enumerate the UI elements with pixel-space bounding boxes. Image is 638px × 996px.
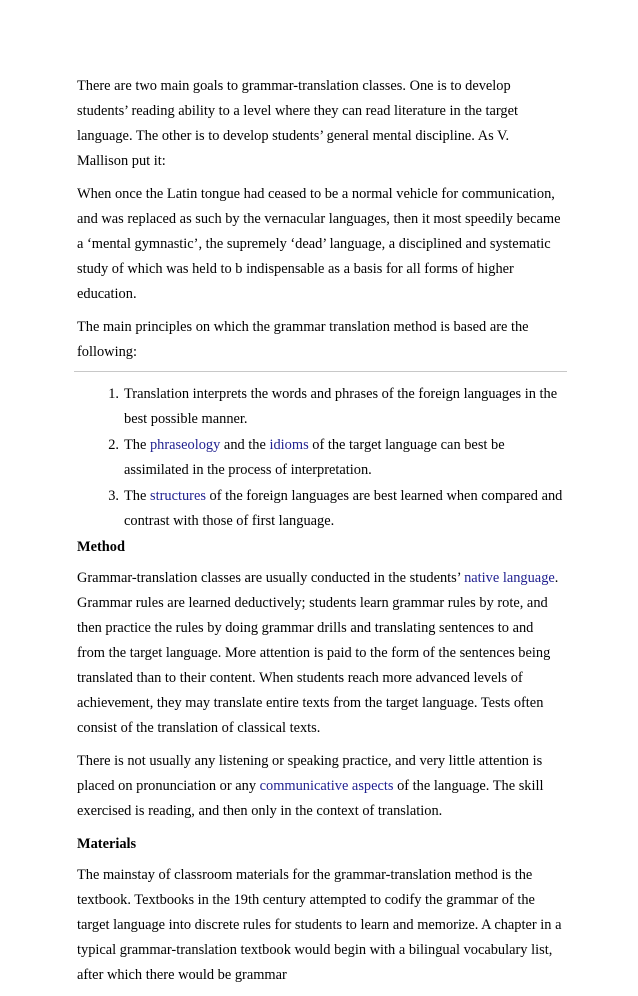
structures-link[interactable]: structures <box>149 488 206 504</box>
principle-text: Translation interprets the words and phrases of the foreign languages in the best possible manner. <box>124 386 558 427</box>
materials-paragraph-1: The mainstay of classroom materials for the grammar-translation method is the textbook. Textbooks in the 19th century attempted to codify the grammar of the target language into discrete rules for students to learn and memorize. A chapter in a typical grammar-translation textbook would begin with a bilingual vocabulary list, after which there would be grammar <box>77 867 562 983</box>
method-heading: Method <box>77 539 125 555</box>
communicative-aspects-link[interactable]: communicative aspects <box>259 778 394 794</box>
intro-paragraph: There are two main goals to grammar-translation classes. One is to develop students’ reading ability to a level where they can read literature in the target language. The other is to develop students’ general mental discipline. As V. Mallison put it: <box>77 78 519 169</box>
horizontal-rule <box>74 371 567 372</box>
text-run: . Grammar rules are learned deductively; students learn grammar rules by rote, and then practice the rules by doing grammar drills and translating sentences to and from the target language. More attention is paid to the form of the sentences being translated than to their content. When students reach more advanced levels of achievement, they may translate entire texts from the target language. Tests often consist of the translation of classical texts. <box>77 570 559 736</box>
materials-heading: Materials <box>77 836 137 852</box>
principle-item-1 <box>77 382 563 432</box>
text-run: The <box>124 488 150 504</box>
native-language-link[interactable]: native language <box>464 570 555 586</box>
idioms-link[interactable]: idioms <box>269 437 309 453</box>
text-run: of the target language can best be assimilated in the process of interpretation. <box>124 437 505 478</box>
text-run: Grammar-translation classes are usually conducted in the students’ <box>77 570 465 586</box>
list-number: 1. <box>108 386 119 402</box>
mallison-quote: When once the Latin tongue had ceased to be a normal vehicle for communication, and was replaced as such by the vernacular languages, then it most speedily became a ‘mental gymnastic’, the supremely ‘dead’ language, a disciplined and systematic study of which was held to b indispensable as a basis for all forms of higher education. <box>77 186 561 302</box>
principles-list <box>77 382 563 534</box>
text-run: and the <box>220 437 270 453</box>
method-paragraph-2 <box>77 749 563 824</box>
list-number: 3. <box>108 488 119 504</box>
principle-item-3 <box>77 484 563 534</box>
principle-text <box>124 433 563 483</box>
text-run: The <box>124 437 150 453</box>
text-run: of the foreign languages are best learned when compared and contrast with those of first language. <box>124 488 563 529</box>
principle-text <box>124 484 563 534</box>
page-content <box>77 74 563 996</box>
phraseology-link[interactable]: phraseology <box>149 437 221 453</box>
list-number: 2. <box>108 437 119 453</box>
text-run: of the language. The skill exercised is reading, and then only in the context of translation. <box>77 778 544 819</box>
principle-item-2 <box>77 433 563 483</box>
principles-lead: The main principles on which the grammar translation method is based are the following: <box>77 319 529 360</box>
method-paragraph-1 <box>77 566 563 741</box>
text-run: There is not usually any listening or speaking practice, and very little attention is placed on pronunciation or any <box>77 753 543 794</box>
